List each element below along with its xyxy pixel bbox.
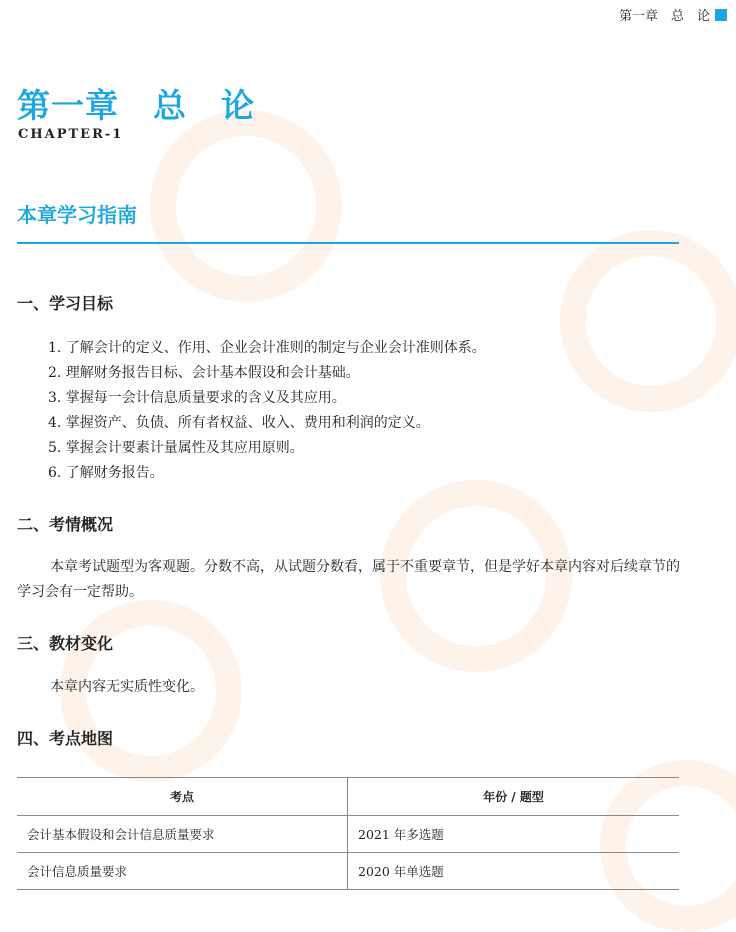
list-item: 3. 掌握每一会计信息质量要求的含义及其应用。 — [48, 390, 346, 406]
table-cell: 会计基本假设和会计信息质量要求 — [17, 816, 348, 853]
table-header-row — [17, 778, 679, 816]
title-divider — [17, 242, 679, 244]
running-head-text: 第一章 总 论 — [618, 9, 710, 24]
list-item: 6. 了解财务报告。 — [48, 465, 164, 481]
list-item: 4. 掌握资产、负债、所有者权益、收入、费用和利润的定义。 — [48, 415, 430, 431]
table-row — [17, 853, 679, 890]
table-row — [17, 816, 679, 853]
guide-title: 本章学习指南 — [17, 203, 137, 227]
changes-paragraph: 本章内容无实质性变化。 — [50, 679, 204, 695]
objectives-list — [48, 336, 486, 486]
exam-heading: 二、考情概况 — [17, 515, 114, 534]
table-cell: 会计信息质量要求 — [17, 853, 348, 890]
chapter-title: 第一章 总 论 — [17, 86, 255, 125]
running-head — [619, 5, 727, 24]
exam-paragraph: 本章考试题型为客观题。分数不高，从试题分数看，属于不重要章节，但是学好本章内容对后续章节的学习会有一定帮助。 — [17, 559, 680, 600]
list-item: 1. 了解会计的定义、作用、企业会计准则的制定与企业会计准则体系。 — [48, 340, 486, 356]
table-cell: 2020 年单选题 — [348, 853, 680, 890]
changes-heading: 三、教材变化 — [17, 634, 114, 653]
table-cell: 2021 年多选题 — [348, 816, 680, 853]
map-heading: 四、考点地图 — [17, 729, 114, 748]
running-head-square-icon — [715, 9, 727, 21]
objectives-heading: 一、学习目标 — [17, 294, 114, 313]
table-header-cell: 年份 / 题型 — [348, 778, 680, 816]
list-item: 5. 掌握会计要素计量属性及其应用原则。 — [48, 440, 304, 456]
list-item: 2. 理解财务报告目标、会计基本假设和会计基础。 — [48, 365, 360, 381]
exam-points-table — [17, 777, 679, 890]
chapter-subtitle: CHAPTER-1 — [18, 127, 124, 142]
table-header-cell: 考点 — [17, 778, 348, 816]
